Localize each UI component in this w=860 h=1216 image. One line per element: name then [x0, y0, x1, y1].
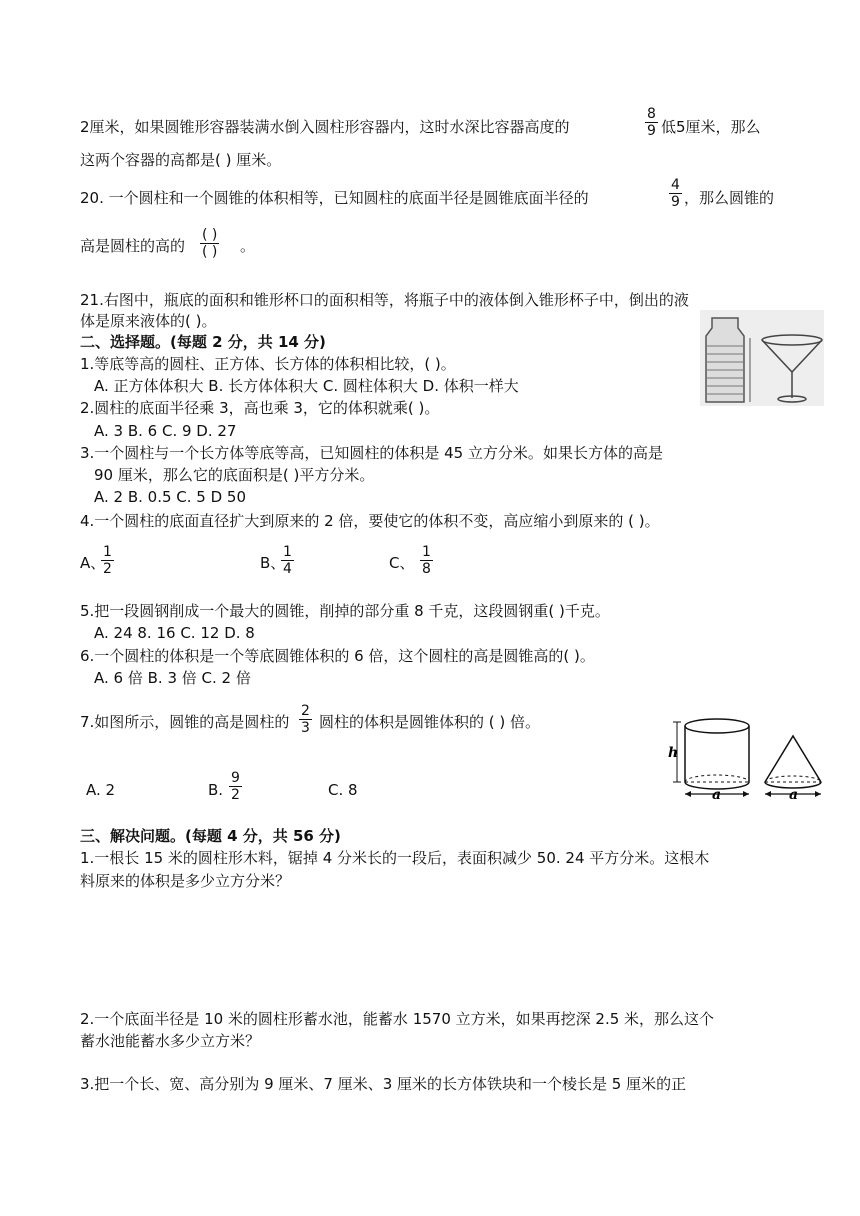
choice-q3-line1: 3.一个圆柱与一个长方体等底等高，已知圆柱的体积是 45 立方分米。如果长方体的高是 — [80, 444, 663, 462]
problem-q1-line2: 料原来的体积是多少立方分米？ — [80, 872, 291, 890]
choice-q3-line2: 90 厘米，那么它的底面积是( )平方分米。 — [94, 466, 375, 484]
choice-q7-fraction: $\frac{2}{3}$ — [301, 703, 310, 736]
problem-q2-line2: 蓄水池能蓄水多少立方米？ — [80, 1032, 261, 1050]
problem-q1-line1: 1.一根长 15 米的圆柱形木料，锯掉 4 分米长的一段后，表面积减少 50. 24 平方分米。这根木 — [80, 849, 710, 867]
choice-q6-options: A. 6 倍 B. 3 倍 C. 2 倍 — [94, 669, 251, 687]
q19-line2: 这两个容器的高都是( ) 厘米。 — [80, 151, 282, 169]
choice-q4-option-c-label: C、 — [389, 554, 415, 572]
label-a-cylinder: a — [712, 787, 722, 803]
q20-line1-b: ，那么圆锥的 — [684, 189, 775, 207]
q21-line2: 体是原来液体的( )。 — [80, 312, 217, 330]
choice-q6: 6.一个圆柱的体积是一个等底圆锥体积的 6 倍，这个圆柱的高是圆锥高的( )。 — [80, 647, 595, 665]
q20-line1-a: 20. 一个圆柱和一个圆锥的体积相等，已知圆柱的底面半径是圆锥底面半径的 — [80, 189, 589, 207]
section-heading-choice: 二、选择题。(每题 2 分，共 14 分) — [80, 333, 326, 351]
choice-q7-option-b-label: B. — [208, 781, 224, 799]
choice-q4-option-b-fraction: $\frac{1}{4}$ — [283, 544, 292, 577]
choice-q7-b: 圆柱的体积是圆锥体积的 ( ) 倍。 — [319, 713, 541, 731]
choice-q1-options: A. 正方体体积大 B. 长方体体积大 C. 圆柱体积大 D. 体积一样大 — [94, 377, 519, 395]
q20-answer-blank: ( ) ( ) — [202, 227, 218, 260]
section-heading-problems: 三、解决问题。(每题 4 分，共 56 分) — [80, 827, 341, 845]
q20-fraction: $\frac{4}{9}$ — [671, 177, 680, 210]
choice-q1: 1.等底等高的圆柱、正方体、长方体的体积相比较，( )。 — [80, 355, 456, 373]
choice-q4-option-a-label: A、 — [80, 554, 106, 572]
problem-q3-line1: 3.把一个长、宽、高分别为 9 厘米、7 厘米、3 厘米的长方体铁块和一个棱长是 5 厘米的正 — [80, 1075, 687, 1093]
q20-line2-b: 。 — [240, 237, 256, 255]
choice-q2: 2.圆柱的底面半径乘 3，高也乘 3，它的体积就乘( )。 — [80, 399, 440, 417]
choice-q4-option-b-label: B、 — [260, 554, 286, 572]
q19-line1-a: 2厘米，如果圆锥形容器装满水倒入圆柱形容器内，这时水深比容器高度的 — [80, 118, 570, 136]
label-h: h — [668, 745, 679, 761]
choice-q7-a: 7.如图所示，圆锥的高是圆柱的 — [80, 713, 290, 731]
choice-q4-option-a-fraction: $\frac{1}{2}$ — [103, 544, 112, 577]
label-a-cone: a — [789, 787, 799, 803]
choice-q7-option-c: C. 8 — [328, 781, 358, 799]
q19-fraction: $\frac{8}{9}$ — [647, 106, 656, 139]
choice-q4: 4.一个圆柱的底面直径扩大到原来的 2 倍，要使它的体积不变，高应缩小到原来的 ( )。 — [80, 512, 660, 530]
q19-line1-b: 低5厘米，那么 — [661, 118, 761, 136]
choice-q7-option-a: A. 2 — [86, 781, 116, 799]
choice-q3-options: A. 2 B. 0.5 C. 5 D 50 — [94, 488, 247, 506]
problem-q2-line1: 2.一个底面半径是 10 米的圆柱形蓄水池，能蓄水 1570 立方米，如果再挖深 2.5 米，那么这个 — [80, 1010, 715, 1028]
q20-line2-a: 高是圆柱的高的 — [80, 237, 186, 255]
choice-q2-options: A. 3 B. 6 C. 9 D. 27 — [94, 422, 237, 440]
bottle-and-cup-illustration — [700, 310, 824, 406]
cylinder-cone-figure — [665, 712, 830, 804]
choice-q4-option-c-fraction: $\frac{1}{8}$ — [422, 544, 431, 577]
q21-line1: 21.右图中，瓶底的面积和锥形杯口的面积相等，将瓶子中的液体倒入锥形杯子中，倒出的液 — [80, 291, 689, 309]
choice-q7-option-b-fraction: $\frac{9}{2}$ — [231, 770, 240, 803]
choice-q5-options: A. 24 8. 16 C. 12 D. 8 — [94, 624, 255, 642]
choice-q5: 5.把一段圆钢削成一个最大的圆锥，削掉的部分重 8 千克，这段圆钢重( )千克。 — [80, 602, 610, 620]
